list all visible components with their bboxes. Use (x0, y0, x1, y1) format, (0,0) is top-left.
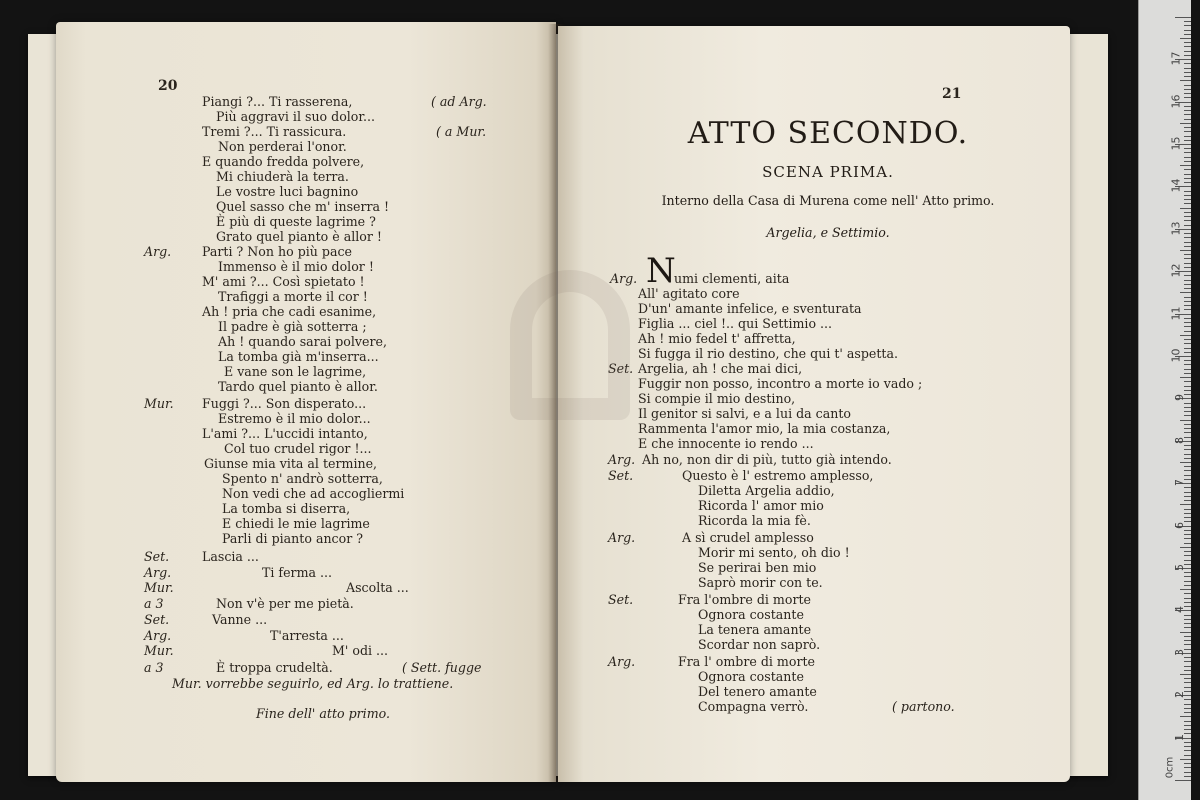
ruler-tick (1184, 237, 1191, 238)
page-number: 20 (158, 78, 178, 94)
ruler-tick (1184, 309, 1191, 310)
ruler-tick (1175, 780, 1191, 781)
ruler-number: 5 (1173, 564, 1186, 571)
verse-line: Ah ! mio fedel t' affretta, (638, 331, 796, 346)
verse-line: Rammenta l'amor mio, la mia costanza, (638, 421, 891, 436)
ruler-tick (1184, 704, 1191, 705)
ruler-tick (1184, 602, 1191, 603)
ruler-tick (1184, 110, 1191, 111)
ruler-tick (1184, 572, 1191, 573)
ruler-tick (1184, 755, 1191, 756)
verse-line: La tomba si diserra, (222, 501, 351, 516)
ruler-number: 17 (1169, 51, 1183, 66)
verse-line: Trafiggi a morte il cor ! (218, 289, 368, 304)
verse-line: Col tuo crudel rigor !... (224, 441, 372, 456)
verse-line: Spento n' andrò sotterra, (222, 471, 383, 486)
ruler-tick (1184, 428, 1191, 429)
ruler-tick (1184, 51, 1191, 52)
verse-line: Ah no, non dir di più, tutto già intendo. (642, 452, 892, 467)
ruler-tick (1184, 85, 1191, 86)
verse-line: Ognora costante (698, 607, 804, 622)
ruler-tick (1184, 339, 1191, 340)
ruler-tick (1184, 530, 1191, 531)
ruler-tick (1184, 106, 1191, 107)
ruler-number: 2 (1173, 691, 1186, 699)
ruler-number: 8 (1173, 436, 1186, 444)
verse-line: Fra l'ombre di morte (678, 592, 811, 607)
speaker: Set. (144, 612, 170, 627)
verse-line: Ti ferma ... (262, 565, 333, 580)
measuring-ruler (1138, 0, 1191, 800)
ruler-tick (1184, 55, 1191, 56)
ruler-tick (1184, 415, 1191, 416)
ruler-tick (1184, 390, 1191, 391)
stage-note: ( a Mur. (436, 124, 487, 139)
ruler-tick (1184, 725, 1191, 726)
ruler-tick (1184, 263, 1191, 264)
verse-line: È più di queste lagrime ? (216, 214, 376, 229)
ruler-tick (1184, 729, 1191, 730)
ruler-tick (1184, 326, 1191, 327)
ruler-tick (1184, 551, 1191, 552)
ruler-tick (1184, 331, 1191, 332)
ruler-tick (1184, 560, 1191, 561)
ruler-tick (1184, 258, 1191, 259)
verse-line: Si fugga il rio destino, che qui t' aspetta. (638, 346, 898, 361)
ruler-number: 3 (1173, 648, 1186, 656)
ruler-tick (1184, 42, 1191, 43)
ruler-tick (1184, 593, 1191, 594)
ruler-tick (1184, 543, 1191, 544)
verse-line: Scordar non saprò. (698, 637, 821, 652)
ruler-tick (1184, 712, 1191, 713)
speaker: Set. (608, 592, 634, 607)
ruler-tick (1180, 80, 1191, 81)
ruler-tick (1184, 763, 1191, 764)
museum-watermark (490, 270, 710, 510)
ruler-tick (1184, 373, 1191, 374)
ruler-tick (1184, 403, 1191, 404)
speaker: Set. (608, 468, 634, 483)
verse-line: Questo è l' estremo amplesso, (682, 468, 874, 483)
verse-line: Ognora costante (698, 669, 804, 684)
ruler-tick (1184, 487, 1191, 488)
ruler-tick (1180, 377, 1191, 378)
verse-line: Fuggi ?... Son disperato... (202, 396, 367, 411)
ruler-tick (1184, 30, 1191, 31)
ruler-number: 14 (1169, 178, 1183, 193)
verse-line: Si compie il mio destino, (638, 391, 796, 406)
ruler-tick (1184, 496, 1191, 497)
ruler-tick (1184, 182, 1191, 183)
ruler-tick (1184, 195, 1191, 196)
ruler-tick (1180, 759, 1191, 760)
ruler-number: 9 (1173, 394, 1186, 402)
left-page (56, 22, 556, 782)
ruler-tick (1184, 386, 1191, 387)
stage-direction: Mur. vorrebbe seguirlo, ed Arg. lo trattiene. (172, 676, 454, 691)
ruler-tick (1180, 250, 1191, 251)
ruler-tick (1184, 318, 1191, 319)
verse-line: Ah ! quando sarai polvere, (218, 334, 387, 349)
ruler-tick (1184, 670, 1191, 671)
ruler-number: 1 (1173, 733, 1186, 741)
verse-line: Mi chiuderà la terra. (216, 169, 349, 184)
verse-line: Argelia, ah ! che mai dici, (638, 361, 803, 376)
ruler-number: 10 (1169, 348, 1183, 363)
ruler-tick (1184, 458, 1191, 459)
ruler-number: 11 (1169, 306, 1183, 321)
verse-line: Grato quel pianto è allor ! (216, 229, 382, 244)
ruler-tick (1180, 165, 1191, 166)
ruler-tick (1184, 661, 1191, 662)
ruler-number: 13 (1169, 221, 1183, 236)
ruler-tick (1184, 636, 1191, 637)
verse-line: Tremi ?... Ti rassicura. (202, 124, 347, 139)
speaker: Arg. (144, 244, 172, 259)
ruler-tick (1184, 492, 1191, 493)
ruler-tick (1184, 174, 1191, 175)
ruler-tick (1184, 767, 1191, 768)
ruler-tick (1184, 746, 1191, 747)
ruler-tick (1184, 352, 1191, 353)
ruler-tick (1184, 360, 1191, 361)
verse-line: La tenera amante (698, 622, 812, 637)
ruler-tick (1184, 191, 1191, 192)
verse-line: D'un' amante infelice, e sventurata (638, 301, 862, 316)
verse-line: È troppa crudeltà. (216, 660, 333, 675)
ruler-tick (1180, 547, 1191, 548)
ruler-tick (1184, 585, 1191, 586)
ruler-tick (1184, 25, 1191, 26)
speaker: a 3 (144, 596, 164, 611)
verse-line: Morir mi sento, oh dio ! (698, 545, 850, 560)
ruler-tick (1184, 280, 1191, 281)
verse-line: Non perderai l'onor. (218, 139, 347, 154)
verse-line: Figlia ... ciel !.. qui Settimio ... (638, 316, 833, 331)
ruler-tick (1184, 305, 1191, 306)
ruler-tick (1184, 93, 1191, 94)
scene-characters: Argelia, e Settimio. (766, 225, 890, 240)
ruler-tick (1184, 148, 1191, 149)
ruler-tick (1184, 348, 1191, 349)
verse-line: Piangi ?... Ti rasserena, (202, 94, 353, 109)
verse-line: Giunse mia vita al termine, (204, 456, 378, 471)
ruler-tick (1184, 576, 1191, 577)
verse-line: Vanne ... (212, 612, 268, 627)
ruler-tick (1180, 123, 1191, 124)
verse-line: Diletta Argelia addio, (698, 483, 835, 498)
ruler-tick (1184, 534, 1191, 535)
ruler-tick (1184, 97, 1191, 98)
ruler-tick (1184, 68, 1191, 69)
ruler-tick (1184, 212, 1191, 213)
verse-line: Tardo quel pianto è allor. (218, 379, 378, 394)
ruler-tick (1184, 199, 1191, 200)
verse-line: E quando fredda polvere, (202, 154, 365, 169)
ruler-tick (1184, 615, 1191, 616)
ruler-tick (1184, 140, 1191, 141)
verse-line: Estremo è il mio dolor... (218, 411, 371, 426)
speaker: Mur. (144, 643, 174, 658)
speaker: Set. (608, 361, 634, 376)
ruler-tick (1184, 644, 1191, 645)
ruler-tick (1184, 432, 1191, 433)
ruler-tick (1184, 708, 1191, 709)
ruler-tick (1184, 225, 1191, 226)
verse-line: Ascolta ... (346, 580, 409, 595)
scene-setting: Interno della Casa di Murena come nell' Atto primo. (661, 193, 995, 208)
ruler-tick (1180, 292, 1191, 293)
ruler-tick (1184, 721, 1191, 722)
ruler-tick (1175, 17, 1191, 18)
ruler-tick (1184, 555, 1191, 556)
speaker: Arg. (608, 530, 636, 545)
ruler-number: 6 (1173, 521, 1186, 529)
ruler-tick (1184, 666, 1191, 667)
drop-cap: N (646, 251, 676, 291)
act-title: ATTO SECONDO. (687, 116, 969, 151)
speaker: Mur. (144, 396, 174, 411)
verse-line: A sì crudel amplesso (682, 530, 814, 545)
ruler-tick (1184, 475, 1191, 476)
verse-line: Fuggir non posso, incontro a morte io vado ; (638, 376, 923, 391)
ruler-tick (1184, 178, 1191, 179)
ruler-number: 4 (1173, 606, 1186, 614)
ruler-tick (1184, 640, 1191, 641)
ruler-tick (1184, 470, 1191, 471)
ruler-number: 15 (1169, 136, 1183, 151)
ruler-tick (1184, 254, 1191, 255)
ruler-tick (1184, 322, 1191, 323)
speaker: Arg. (144, 565, 172, 580)
ruler-tick (1180, 462, 1191, 463)
ruler-tick (1180, 674, 1191, 675)
ruler-tick (1184, 742, 1191, 743)
ruler-tick (1184, 46, 1191, 47)
speaker: Arg. (144, 628, 172, 643)
verse-line: T'arresta ... (270, 628, 344, 643)
verse-line: Il genitor si salvi, e a lui da canto (638, 406, 851, 421)
verse-line: Parti ? Non ho più pace (202, 244, 352, 259)
ruler-number: 16 (1169, 94, 1183, 109)
ruler-tick (1180, 589, 1191, 590)
ruler-tick (1184, 407, 1191, 408)
ruler-tick (1184, 466, 1191, 467)
ruler-tick (1184, 776, 1191, 777)
ruler-tick (1184, 89, 1191, 90)
ruler-tick (1180, 420, 1191, 421)
ruler-tick (1184, 161, 1191, 162)
speaker: Mur. (144, 580, 174, 595)
verse-line: Più aggravi il suo dolor... (216, 109, 376, 124)
ruler-tick (1184, 538, 1191, 539)
verse-line: E vane son le lagrime, (224, 364, 367, 379)
verse-line: Lascia ... (202, 549, 259, 564)
ruler-tick (1184, 627, 1191, 628)
speaker: Arg. (610, 271, 638, 286)
ruler-tick (1180, 335, 1191, 336)
ruler-tick (1184, 246, 1191, 247)
ruler-tick (1184, 699, 1191, 700)
watermark-logo (510, 270, 630, 420)
ruler-unit-label: 0cm (1164, 756, 1176, 779)
ruler-tick (1184, 509, 1191, 510)
verse-line: Del tenero amante (698, 684, 817, 699)
verse-line: Ricorda la mia fè. (698, 513, 811, 528)
ruler-tick (1184, 454, 1191, 455)
verse-line: Se perirai ben mio (698, 560, 817, 575)
stage-note: ( Sett. fugge (402, 660, 482, 675)
ruler-tick (1184, 517, 1191, 518)
verse-line: E che innocente io rendo ... (638, 436, 814, 451)
ruler-tick (1184, 581, 1191, 582)
ruler-tick (1184, 136, 1191, 137)
verse-line: Non vedi che ad accogliermi (222, 486, 405, 501)
ruler-tick (1184, 411, 1191, 412)
act-end-label: Fine dell' atto primo. (256, 706, 390, 721)
speaker: Arg. (608, 654, 636, 669)
ruler-tick (1184, 364, 1191, 365)
ruler-tick (1184, 682, 1191, 683)
ruler-tick (1184, 220, 1191, 221)
verse-line: Saprò morir con te. (698, 575, 823, 590)
speaker: a 3 (144, 660, 164, 675)
ruler-tick (1184, 267, 1191, 268)
verse-line: Quel sasso che m' inserra ! (216, 199, 390, 214)
ruler-tick (1184, 598, 1191, 599)
ruler-tick (1184, 72, 1191, 73)
ruler-tick (1184, 131, 1191, 132)
page-number: 21 (942, 86, 962, 102)
verse-line: Compagna verrò. (698, 699, 809, 714)
scene-title: SCENA PRIMA. (762, 163, 894, 181)
ruler-tick (1184, 687, 1191, 688)
ruler-tick (1184, 152, 1191, 153)
verse-line: L'ami ?... L'uccidi intanto, (202, 426, 368, 441)
ruler-tick (1184, 343, 1191, 344)
stage-note: ( ad Arg. (431, 94, 487, 109)
verse-line: Ah ! pria che cadi esanime, (202, 304, 377, 319)
ruler-tick (1184, 284, 1191, 285)
ruler-tick (1184, 127, 1191, 128)
ruler-tick (1180, 38, 1191, 39)
ruler-tick (1184, 114, 1191, 115)
ruler-tick (1184, 619, 1191, 620)
ruler-tick (1184, 772, 1191, 773)
verse-line: Fra l' ombre di morte (678, 654, 815, 669)
ruler-tick (1184, 288, 1191, 289)
verse-line: M' odi ... (332, 643, 389, 658)
ruler-tick (1184, 445, 1191, 446)
ruler-tick (1184, 242, 1191, 243)
verse-line: Le vostre luci bagnino (216, 184, 359, 199)
verse-line: Ricorda l' amor mio (698, 498, 824, 513)
ruler-tick (1184, 449, 1191, 450)
ruler-tick (1184, 63, 1191, 64)
ruler-tick (1184, 424, 1191, 425)
ruler-tick (1184, 623, 1191, 624)
ruler-tick (1184, 119, 1191, 120)
speaker: Arg. (608, 452, 636, 467)
ruler-tick (1184, 381, 1191, 382)
ruler-tick (1184, 750, 1191, 751)
ruler-tick (1184, 216, 1191, 217)
verse-line: Parli di pianto ancor ? (222, 531, 363, 546)
verse-line: Non v'è per me pietà. (216, 596, 354, 611)
verse-line: Il padre è già sotterra ; (218, 319, 367, 334)
ruler-tick (1184, 301, 1191, 302)
ruler-tick (1184, 500, 1191, 501)
ruler-tick (1184, 275, 1191, 276)
ruler-tick (1184, 657, 1191, 658)
verse-line: La tomba già m'inserra... (218, 349, 379, 364)
ruler-tick (1180, 716, 1191, 717)
verse-line: Immenso è il mio dolor ! (218, 259, 374, 274)
ruler-tick (1184, 76, 1191, 77)
verse-line: E chiedi le mie lagrime (222, 516, 370, 531)
ruler-tick (1184, 21, 1191, 22)
ruler-tick (1184, 203, 1191, 204)
ruler-tick (1184, 678, 1191, 679)
speaker: Set. (144, 549, 170, 564)
ruler-tick (1184, 233, 1191, 234)
ruler-number: 12 (1169, 263, 1183, 278)
verse-line: umi clementi, aita (674, 271, 790, 286)
verse-line: All' agitato core (638, 286, 740, 301)
verse-line: M' ami ?... Così spietato ! (202, 274, 365, 289)
ruler-tick (1184, 297, 1191, 298)
ruler-tick (1184, 34, 1191, 35)
stage-note: ( partono. (892, 699, 955, 714)
ruler-tick (1180, 632, 1191, 633)
ruler-tick (1184, 369, 1191, 370)
ruler-tick (1180, 504, 1191, 505)
ruler-tick (1184, 157, 1191, 158)
ruler-tick (1184, 513, 1191, 514)
ruler-tick (1184, 169, 1191, 170)
ruler-number: 7 (1173, 479, 1186, 487)
ruler-tick (1180, 208, 1191, 209)
